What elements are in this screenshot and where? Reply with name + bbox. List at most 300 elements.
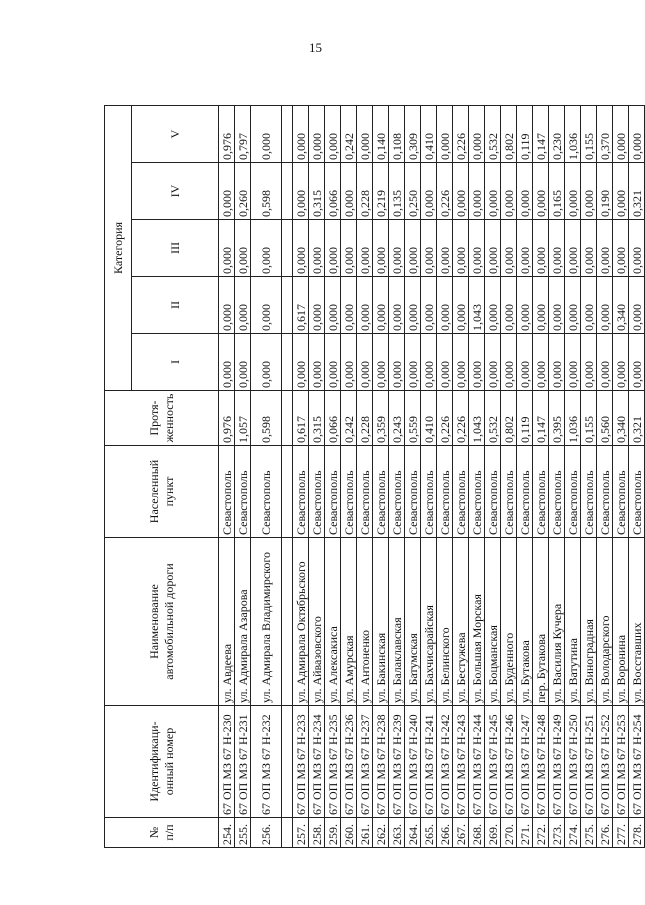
gap-cell <box>282 446 293 538</box>
row-cat-3: 0,000 <box>517 220 533 277</box>
row-road-name: ул. Боцманская <box>485 538 501 706</box>
row-cat-1: 0,000 <box>405 334 421 391</box>
row-cat-3: 0,000 <box>389 220 405 277</box>
row-length: 0,147 <box>533 391 549 446</box>
row-length: 0,242 <box>341 391 357 446</box>
row-road-name: ул. Бестужева <box>453 538 469 706</box>
row-cat-3: 0,000 <box>235 220 251 277</box>
row-cat-2: 0,000 <box>485 277 501 334</box>
rotated-table-wrapper <box>104 106 644 848</box>
row-road-name: пер. Бутакова <box>533 538 549 706</box>
row-cat-3: 0,000 <box>293 220 309 277</box>
row-cat-1: 0,000 <box>373 334 389 391</box>
row-cat-4: 0,250 <box>405 163 421 220</box>
row-cat-4: 0,000 <box>421 163 437 220</box>
row-no: 276. <box>597 818 613 848</box>
row-road-name: ул. Батумская <box>405 538 421 706</box>
header-category-group: Категория <box>105 105 132 390</box>
header-cat-5: V <box>132 105 219 162</box>
row-id: 67 ОП МЗ 67 Н-234 <box>309 706 325 818</box>
table-row <box>501 105 517 847</box>
table-row <box>293 105 309 847</box>
row-cat-1: 0,000 <box>597 334 613 391</box>
row-length: 0,066 <box>325 391 341 446</box>
row-length: 0,226 <box>453 391 469 446</box>
row-settlement: Севастополь <box>341 446 357 538</box>
header-no <box>105 818 219 848</box>
row-cat-2: 0,000 <box>549 277 565 334</box>
row-cat-2: 0,000 <box>565 277 581 334</box>
row-road-name: ул. Бахчисарайская <box>421 538 437 706</box>
row-cat-2: 0,000 <box>421 277 437 334</box>
header-name <box>105 538 219 706</box>
row-cat-5: 0,309 <box>405 105 421 162</box>
header-settlement <box>105 446 219 538</box>
table-row <box>357 105 373 847</box>
table-row <box>373 105 389 847</box>
row-cat-1: 0,000 <box>357 334 373 391</box>
row-cat-5: 0,108 <box>389 105 405 162</box>
row-cat-1: 0,000 <box>565 334 581 391</box>
gap-cell <box>282 391 293 446</box>
row-road-name: ул. Василия Кучера <box>549 538 565 706</box>
row-cat-5: 0,000 <box>437 105 453 162</box>
row-settlement: Севастополь <box>517 446 533 538</box>
row-length: 0,410 <box>421 391 437 446</box>
row-cat-5: 0,976 <box>219 105 235 162</box>
row-cat-1: 0,000 <box>453 334 469 391</box>
gap-cell <box>282 334 293 391</box>
row-cat-3: 0,000 <box>485 220 501 277</box>
row-cat-4: 0,598 <box>251 163 282 220</box>
table-row <box>219 105 235 847</box>
row-length: 0,532 <box>485 391 501 446</box>
row-cat-1: 0,000 <box>501 334 517 391</box>
row-settlement: Севастополь <box>485 446 501 538</box>
row-settlement: Севастополь <box>325 446 341 538</box>
row-settlement: Севастополь <box>251 446 282 538</box>
row-cat-1: 0,000 <box>219 334 235 391</box>
header-no-text: № п/п <box>146 824 176 841</box>
row-length: 0,598 <box>251 391 282 446</box>
row-id: 67 ОП МЗ 67 Н-252 <box>597 706 613 818</box>
row-cat-4: 0,066 <box>325 163 341 220</box>
row-no: 267. <box>453 818 469 848</box>
row-cat-5: 0,000 <box>629 105 645 162</box>
table-row <box>629 105 645 847</box>
row-length: 0,315 <box>309 391 325 446</box>
table-row <box>485 105 501 847</box>
row-cat-2: 0,000 <box>373 277 389 334</box>
row-id: 67 ОП МЗ 67 Н-231 <box>235 706 251 818</box>
row-cat-3: 0,000 <box>251 220 282 277</box>
row-cat-2: 0,000 <box>437 277 453 334</box>
row-no: 275. <box>581 818 597 848</box>
row-cat-3: 0,000 <box>597 220 613 277</box>
header-length-text: Протя- женность <box>146 393 176 443</box>
row-length: 0,617 <box>293 391 309 446</box>
gap-cell <box>282 220 293 277</box>
table-row <box>341 105 357 847</box>
row-cat-3: 0,000 <box>501 220 517 277</box>
row-cat-5: 0,532 <box>485 105 501 162</box>
header-length <box>105 391 219 446</box>
row-cat-2: 0,000 <box>501 277 517 334</box>
row-cat-2: 0,000 <box>517 277 533 334</box>
row-cat-2: 0,000 <box>597 277 613 334</box>
row-settlement: Севастополь <box>373 446 389 538</box>
row-no: 269. <box>485 818 501 848</box>
row-no: 273. <box>549 818 565 848</box>
table-row <box>325 105 341 847</box>
table-row <box>389 105 405 847</box>
row-settlement: Севастополь <box>437 446 453 538</box>
row-settlement: Севастополь <box>549 446 565 538</box>
row-road-name: ул. Антоненко <box>357 538 373 706</box>
row-cat-2: 0,000 <box>629 277 645 334</box>
row-cat-4: 0,000 <box>533 163 549 220</box>
gap-cell <box>282 163 293 220</box>
row-length: 0,395 <box>549 391 565 446</box>
row-length: 1,036 <box>565 391 581 446</box>
row-road-name: ул. Балаклавская <box>389 538 405 706</box>
table-gap-row <box>282 105 293 847</box>
row-road-name: ул. Володарского <box>597 538 613 706</box>
row-no: 268. <box>469 818 485 848</box>
row-no: 262. <box>373 818 389 848</box>
row-cat-3: 0,000 <box>469 220 485 277</box>
row-id: 67 ОП МЗ 67 Н-237 <box>357 706 373 818</box>
row-cat-1: 0,000 <box>613 334 629 391</box>
row-cat-5: 0,119 <box>517 105 533 162</box>
header-row-category <box>105 105 132 847</box>
row-id: 67 ОП МЗ 67 Н-250 <box>565 706 581 818</box>
row-cat-3: 0,000 <box>309 220 325 277</box>
table-row <box>549 105 565 847</box>
row-no: 261. <box>357 818 373 848</box>
row-cat-1: 0,000 <box>389 334 405 391</box>
row-cat-5: 0,000 <box>293 105 309 162</box>
row-cat-5: 0,147 <box>533 105 549 162</box>
row-settlement: Севастополь <box>405 446 421 538</box>
row-settlement: Севастополь <box>629 446 645 538</box>
row-id: 67 ОП МЗ 67 Н-233 <box>293 706 309 818</box>
row-length: 0,321 <box>629 391 645 446</box>
row-id: 67 ОП МЗ 67 Н-253 <box>613 706 629 818</box>
row-cat-5: 1,036 <box>565 105 581 162</box>
row-id: 67 ОП МЗ 67 Н-232 <box>251 706 282 818</box>
row-settlement: Севастополь <box>293 446 309 538</box>
row-cat-4: 0,260 <box>235 163 251 220</box>
row-cat-3: 0,000 <box>325 220 341 277</box>
row-cat-4: 0,165 <box>549 163 565 220</box>
row-settlement: Севастополь <box>389 446 405 538</box>
row-road-name: ул. Ватутина <box>565 538 581 706</box>
row-no: 278. <box>629 818 645 848</box>
row-cat-5: 0,230 <box>549 105 565 162</box>
row-id: 67 ОП МЗ 67 Н-235 <box>325 706 341 818</box>
row-cat-5: 0,140 <box>373 105 389 162</box>
row-cat-4: 0,000 <box>565 163 581 220</box>
row-cat-2: 0,000 <box>389 277 405 334</box>
table-row <box>421 105 437 847</box>
table-row <box>597 105 613 847</box>
row-cat-4: 0,321 <box>629 163 645 220</box>
row-id: 67 ОП МЗ 67 Н-251 <box>581 706 597 818</box>
row-road-name: ул. Бакинская <box>373 538 389 706</box>
row-cat-4: 0,000 <box>517 163 533 220</box>
row-road-name: ул. Адмирала Азарова <box>235 538 251 706</box>
row-cat-4: 0,000 <box>453 163 469 220</box>
table-row <box>453 105 469 847</box>
row-id: 67 ОП МЗ 67 Н-230 <box>219 706 235 818</box>
row-cat-3: 0,000 <box>613 220 629 277</box>
row-cat-2: 1,043 <box>469 277 485 334</box>
row-cat-2: 0,000 <box>341 277 357 334</box>
row-settlement: Севастополь <box>533 446 549 538</box>
header-name-text: Наименование автомобильной дороги <box>146 563 176 680</box>
table-row <box>581 105 597 847</box>
row-settlement: Севастополь <box>581 446 597 538</box>
row-cat-2: 0,000 <box>251 277 282 334</box>
row-cat-4: 0,228 <box>357 163 373 220</box>
row-id: 67 ОП МЗ 67 Н-249 <box>549 706 565 818</box>
row-cat-5: 0,000 <box>357 105 373 162</box>
row-cat-5: 0,155 <box>581 105 597 162</box>
row-no: 263. <box>389 818 405 848</box>
row-no: 255. <box>235 818 251 848</box>
row-no: 257. <box>293 818 309 848</box>
row-cat-1: 0,000 <box>421 334 437 391</box>
table-row <box>309 105 325 847</box>
row-cat-3: 0,000 <box>437 220 453 277</box>
table-row <box>533 105 549 847</box>
row-length: 1,043 <box>469 391 485 446</box>
row-cat-2: 0,617 <box>293 277 309 334</box>
row-no: 272. <box>533 818 549 848</box>
row-cat-2: 0,000 <box>533 277 549 334</box>
row-cat-5: 0,410 <box>421 105 437 162</box>
row-id: 67 ОП МЗ 67 Н-240 <box>405 706 421 818</box>
row-id: 67 ОП МЗ 67 Н-245 <box>485 706 501 818</box>
row-settlement: Севастополь <box>235 446 251 538</box>
row-cat-1: 0,000 <box>235 334 251 391</box>
row-cat-3: 0,000 <box>533 220 549 277</box>
row-cat-1: 0,000 <box>469 334 485 391</box>
row-cat-1: 0,000 <box>629 334 645 391</box>
row-no: 258. <box>309 818 325 848</box>
row-no: 259. <box>325 818 341 848</box>
row-cat-5: 0,000 <box>469 105 485 162</box>
row-road-name: ул. Авдеева <box>219 538 235 706</box>
row-cat-1: 0,000 <box>437 334 453 391</box>
row-cat-4: 0,219 <box>373 163 389 220</box>
row-id: 67 ОП МЗ 67 Н-243 <box>453 706 469 818</box>
row-cat-3: 0,000 <box>373 220 389 277</box>
row-no: 270. <box>501 818 517 848</box>
row-id: 67 ОП МЗ 67 Н-236 <box>341 706 357 818</box>
row-cat-4: 0,000 <box>581 163 597 220</box>
row-settlement: Севастополь <box>597 446 613 538</box>
row-settlement: Севастополь <box>565 446 581 538</box>
row-cat-4: 0,190 <box>597 163 613 220</box>
row-cat-5: 0,242 <box>341 105 357 162</box>
row-road-name: ул. Буденного <box>501 538 517 706</box>
row-cat-3: 0,000 <box>421 220 437 277</box>
table-row <box>235 105 251 847</box>
row-settlement: Севастополь <box>309 446 325 538</box>
row-cat-5: 0,000 <box>309 105 325 162</box>
row-cat-2: 0,000 <box>219 277 235 334</box>
row-road-name: ул. Адмирала Владимирского <box>251 538 282 706</box>
header-id-text: Идентификаци- онный номер <box>146 721 176 802</box>
row-cat-4: 0,000 <box>219 163 235 220</box>
row-cat-2: 0,340 <box>613 277 629 334</box>
row-settlement: Севастополь <box>421 446 437 538</box>
row-cat-1: 0,000 <box>485 334 501 391</box>
header-cat-3: III <box>132 220 219 277</box>
table-row <box>613 105 629 847</box>
table-row <box>405 105 421 847</box>
row-road-name: ул. Амурская <box>341 538 357 706</box>
gap-cell <box>282 105 293 162</box>
row-length: 0,560 <box>597 391 613 446</box>
row-road-name: ул. Восставших <box>629 538 645 706</box>
row-no: 256. <box>251 818 282 848</box>
row-no: 264. <box>405 818 421 848</box>
row-cat-5: 0,000 <box>613 105 629 162</box>
row-length: 0,243 <box>389 391 405 446</box>
gap-cell <box>282 706 293 818</box>
row-id: 67 ОП МЗ 67 Н-246 <box>501 706 517 818</box>
row-road-name: ул. Большая Морская <box>469 538 485 706</box>
row-cat-3: 0,000 <box>629 220 645 277</box>
row-cat-1: 0,000 <box>309 334 325 391</box>
row-length: 0,802 <box>501 391 517 446</box>
table-row <box>469 105 485 847</box>
row-cat-1: 0,000 <box>517 334 533 391</box>
row-id: 67 ОП МЗ 67 Н-247 <box>517 706 533 818</box>
row-no: 266. <box>437 818 453 848</box>
row-no: 277. <box>613 818 629 848</box>
row-cat-3: 0,000 <box>341 220 357 277</box>
row-cat-2: 0,000 <box>581 277 597 334</box>
row-cat-3: 0,000 <box>219 220 235 277</box>
row-no: 254. <box>219 818 235 848</box>
row-cat-5: 0,802 <box>501 105 517 162</box>
row-road-name: ул. Белинского <box>437 538 453 706</box>
row-settlement: Севастополь <box>453 446 469 538</box>
row-cat-3: 0,000 <box>549 220 565 277</box>
row-cat-1: 0,000 <box>581 334 597 391</box>
row-settlement: Севастополь <box>501 446 517 538</box>
row-no: 274. <box>565 818 581 848</box>
row-cat-5: 0,000 <box>251 105 282 162</box>
row-cat-2: 0,000 <box>325 277 341 334</box>
row-id: 67 ОП МЗ 67 Н-254 <box>629 706 645 818</box>
roads-table <box>104 105 645 848</box>
header-settlement-text: Населенный пункт <box>146 459 176 524</box>
row-id: 67 ОП МЗ 67 Н-242 <box>437 706 453 818</box>
row-cat-1: 0,000 <box>341 334 357 391</box>
row-settlement: Севастополь <box>219 446 235 538</box>
row-cat-4: 0,000 <box>293 163 309 220</box>
row-cat-2: 0,000 <box>405 277 421 334</box>
row-length: 0,359 <box>373 391 389 446</box>
page-number: 15 <box>309 40 322 55</box>
row-cat-5: 0,370 <box>597 105 613 162</box>
gap-cell <box>282 277 293 334</box>
row-settlement: Севастополь <box>469 446 485 538</box>
row-road-name: ул. Бутакова <box>517 538 533 706</box>
header-cat-2: II <box>132 277 219 334</box>
header-cat-4: IV <box>132 163 219 220</box>
row-cat-4: 0,000 <box>469 163 485 220</box>
row-cat-2: 0,000 <box>309 277 325 334</box>
row-settlement: Севастополь <box>613 446 629 538</box>
table-row <box>565 105 581 847</box>
row-cat-4: 0,000 <box>501 163 517 220</box>
row-id: 67 ОП МЗ 67 Н-241 <box>421 706 437 818</box>
header-cat-1: I <box>132 334 219 391</box>
row-cat-2: 0,000 <box>235 277 251 334</box>
gap-cell <box>282 818 293 848</box>
gap-cell <box>282 538 293 706</box>
row-length: 0,228 <box>357 391 373 446</box>
row-cat-4: 0,226 <box>437 163 453 220</box>
row-road-name: ул. Воронина <box>613 538 629 706</box>
row-cat-3: 0,000 <box>581 220 597 277</box>
table-row <box>437 105 453 847</box>
row-road-name: ул. Айвазовского <box>309 538 325 706</box>
row-cat-3: 0,000 <box>453 220 469 277</box>
row-cat-1: 0,000 <box>549 334 565 391</box>
row-cat-4: 0,000 <box>341 163 357 220</box>
row-cat-2: 0,000 <box>453 277 469 334</box>
row-length: 0,119 <box>517 391 533 446</box>
row-cat-5: 0,797 <box>235 105 251 162</box>
row-cat-4: 0,000 <box>613 163 629 220</box>
row-id: 67 ОП МЗ 67 Н-239 <box>389 706 405 818</box>
row-id: 67 ОП МЗ 67 Н-244 <box>469 706 485 818</box>
row-no: 271. <box>517 818 533 848</box>
table-row <box>251 105 282 847</box>
row-id: 67 ОП МЗ 67 Н-248 <box>533 706 549 818</box>
row-no: 260. <box>341 818 357 848</box>
row-road-name: ул. Адмирала Октябрьского <box>293 538 309 706</box>
row-cat-4: 0,315 <box>309 163 325 220</box>
row-settlement: Севастополь <box>357 446 373 538</box>
row-id: 67 ОП МЗ 67 Н-238 <box>373 706 389 818</box>
row-cat-3: 0,000 <box>357 220 373 277</box>
row-cat-4: 0,000 <box>485 163 501 220</box>
row-cat-5: 0,226 <box>453 105 469 162</box>
row-cat-4: 0,135 <box>389 163 405 220</box>
row-road-name: ул. Алексакиса <box>325 538 341 706</box>
row-no: 265. <box>421 818 437 848</box>
row-length: 0,976 <box>219 391 235 446</box>
row-cat-3: 0,000 <box>565 220 581 277</box>
row-length: 1,057 <box>235 391 251 446</box>
row-cat-1: 0,000 <box>325 334 341 391</box>
table-row <box>517 105 533 847</box>
row-length: 0,559 <box>405 391 421 446</box>
row-cat-3: 0,000 <box>405 220 421 277</box>
row-cat-2: 0,000 <box>357 277 373 334</box>
row-cat-1: 0,000 <box>293 334 309 391</box>
row-length: 0,155 <box>581 391 597 446</box>
row-cat-1: 0,000 <box>533 334 549 391</box>
